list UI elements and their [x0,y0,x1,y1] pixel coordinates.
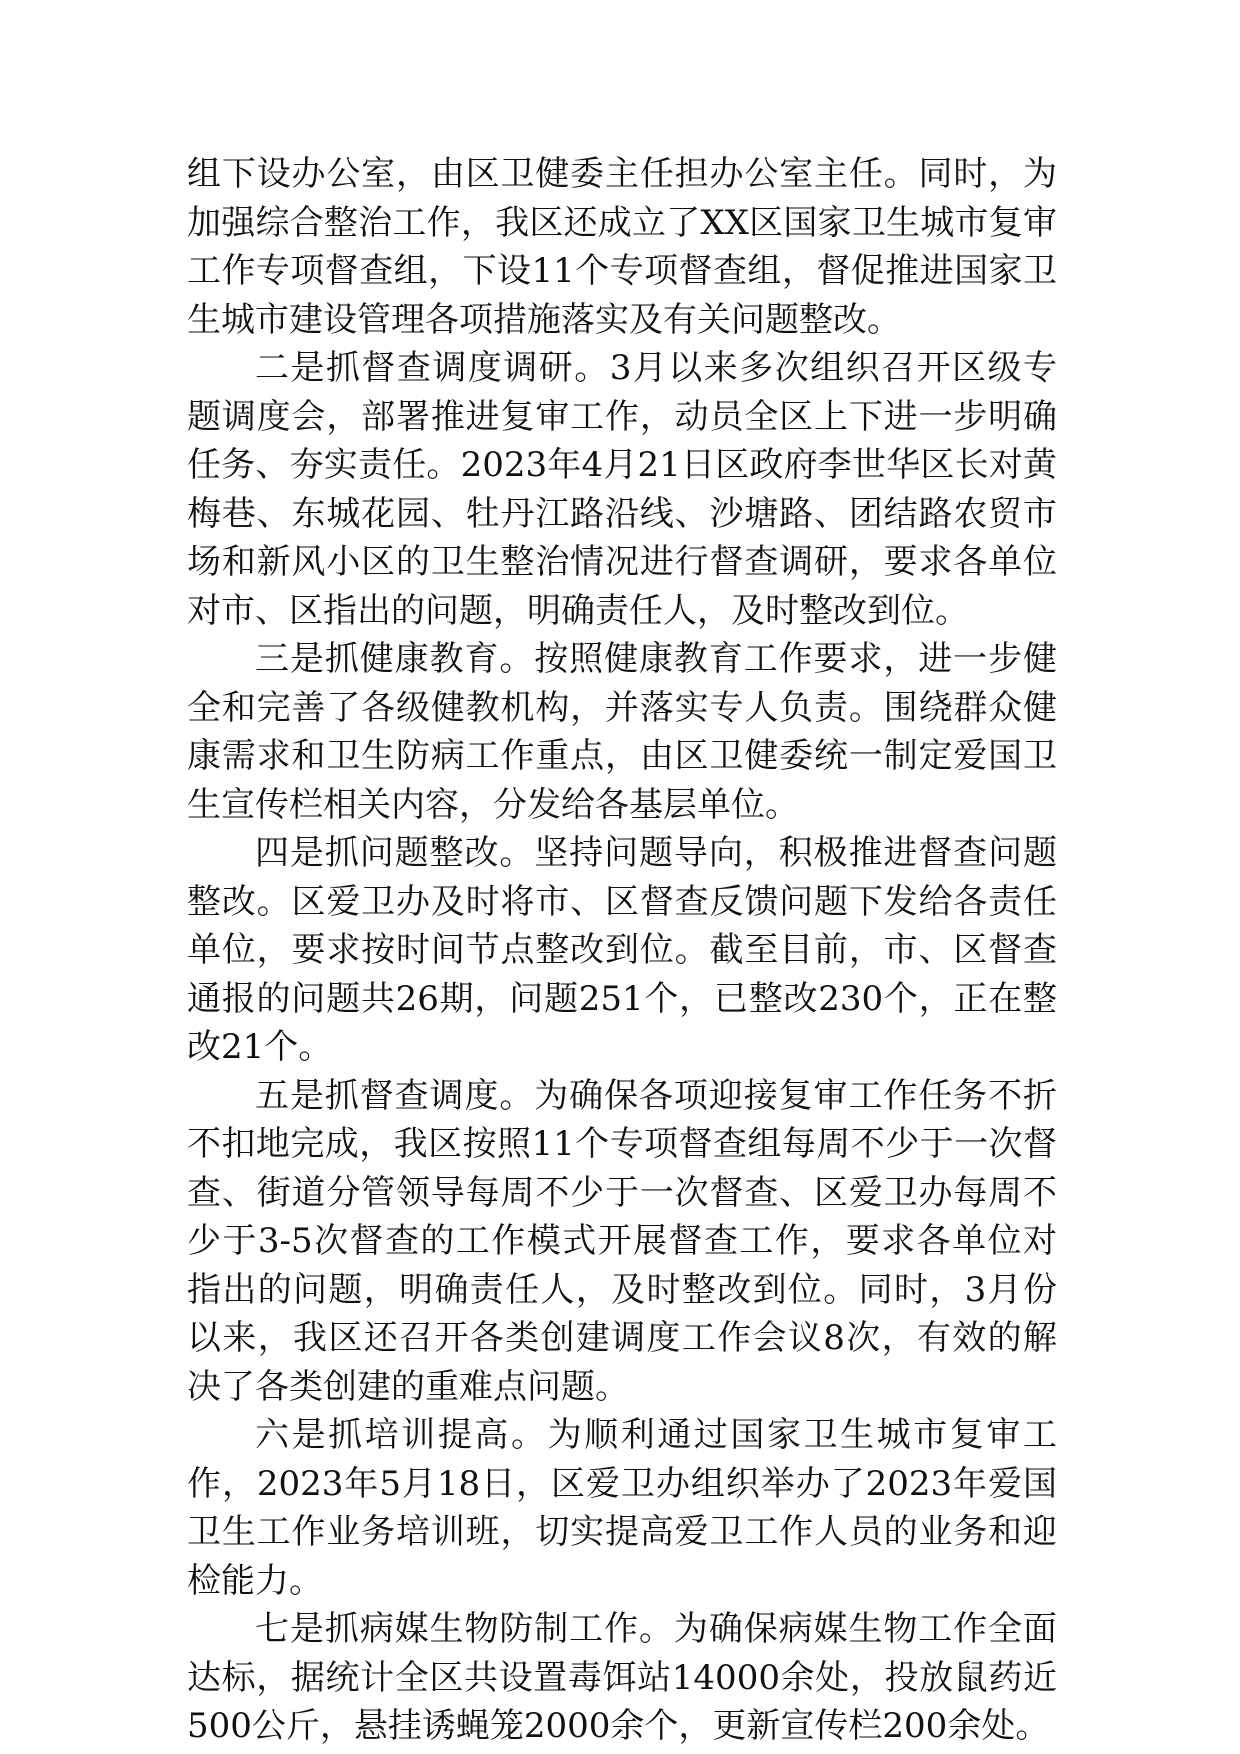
paragraph-vector-control: 七是抓病媒生物防制工作。为确保病媒生物工作全面达标，据统计全区共设置毒饵站14000余处，投放鼠药近500公斤，悬挂诱蝇笼2000余个，更新宣传栏200余处。 [187,1609,1057,1746]
document-body [187,150,1057,1751]
paragraph-health-education: 三是抓健康教育。按照健康教育工作要求，进一步健全和完善了各级健教机构，并落实专人负责。围绕群众健康需求和卫生防病工作重点，由区卫健委统一制定爱国卫生宣传栏相关内容，分发给各基层单位。 [187,639,1057,825]
paragraph-dispatch-research: 二是抓督查调度调研。3月以来多次组织召开区级专题调度会，部署推进复审工作，动员全区上下进一步明确任务、夯实责任。2023年4月21日区政府李世华区长对黄梅巷、东城花园、牡丹江路沿线、沙塘路、团结路农贸市场和新风小区的卫生整治情况进行督查调研，要求各单位对市、区指出的问题，明确责任人，及时整改到位。 [187,348,1057,631]
paragraph-supervision-dispatch: 五是抓督查调度。为确保各项迎接复审工作任务不折不扣地完成，我区按照11个专项督查组每周不少于一次督查、街道分管领导每周不少于一次督查、区爱卫办每周不少于3-5次督查的工作模式开展督查工作，要求各单位对指出的问题，明确责任人，及时整改到位。同时，3月份以来，我区还召开各类创建调度工作会议8次，有效的解决了各类创建的重难点问题。 [187,1075,1057,1407]
paragraph-continuation: 组下设办公室，由区卫健委主任担办公室主任。同时，为加强综合整治工作，我区还成立了XX区国家卫生城市复审工作专项督查组，下设11个专项督查组，督促推进国家卫生城市建设管理各项措施落实及有关问题整改。 [187,154,1057,340]
paragraph-problem-rectification: 四是抓问题整改。坚持问题导向，积极推进督查问题整改。区爱卫办及时将市、区督查反馈问题下发给各责任单位，要求按时间节点整改到位。截至目前，市、区督查通报的问题共26期，问题251个，已整改230个，正在整改21个。 [187,833,1057,1067]
paragraph-training: 六是抓培训提高。为顺利通过国家卫生城市复审工作，2023年5月18日，区爱卫办组织举办了2023年爱国卫生工作业务培训班，切实提高爱卫工作人员的业务和迎检能力。 [187,1415,1057,1601]
